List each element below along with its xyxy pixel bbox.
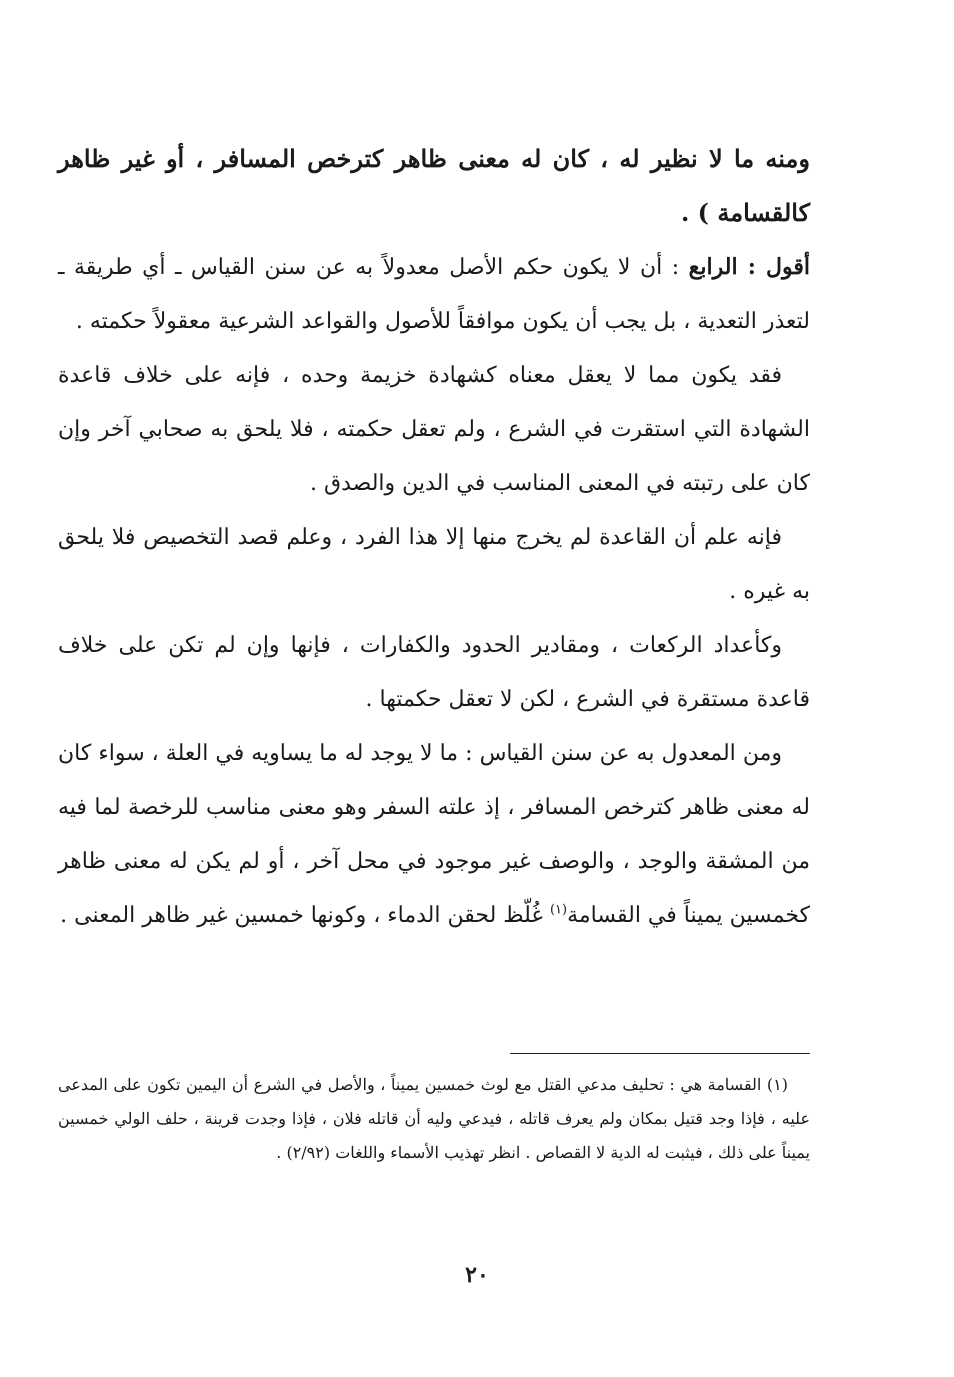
paragraph-rakat: وكأعداد الركعات ، ومقادير الحدود والكفارات ، فإنها وإن لم تكن على خلاف قاعدة مستقرة في الشرع ، لكن لا تعقل حكمتها .	[58, 633, 810, 712]
paragraph-fourth-condition	[58, 240, 810, 349]
page-number: ٢٠	[465, 1262, 489, 1288]
paragraph-body: : أن لا يكون حكم الأصل معدولاً به عن سنن القياس ـ أي طريقة ـ لتعذر التعدية ، بل يجب أن يكون موافقاً للأصول والقواعد الشرعية معقولاً حكمته .	[58, 255, 810, 334]
paragraph-body: ومن المعدول به عن سنن القياس : ما لا يوجد له ما يساويه في العلة ، سواء كان له معنى ظاهر كترخص المسافر ، إذ علته السفر وهو معنى مناسب للرخصة لما فيه من المشقة والوجد ، والوصف غير موجود في محل آخر ، أو لم يكن له معنى ظاهر كخمسين يميناً في القسامة	[58, 741, 810, 928]
paragraph-body-end: غُلّظ لحقن الدماء ، وكونها خمسين غير ظاهر المعنى .	[60, 903, 550, 928]
paragraph-specification: فإنه علم أن القاعدة لم يخرج منها إلا هذا الفرد ، وعلم قصد التخصيص فلا يلحق به غيره .	[58, 525, 810, 604]
paragraph-deviation	[58, 727, 810, 943]
paragraph-quote: ومنه ما لا نظير له ، كان له معنى ظاهر كترخص المسافر ، أو غير ظاهر كالقسامة ) .	[58, 144, 810, 227]
paragraph-lead: أقول : الرابع	[688, 254, 810, 280]
footnote-divider	[510, 1053, 810, 1054]
main-text	[58, 132, 810, 943]
footnote: (١) القسامة هي : تحليف مدعي القتل مع لوث خمسين يميناً ، والأصل في الشرع أن اليمين تكون على المدعى عليه ، فإذا وجد قتيل بمكان ولم يعرف قاتله ، فيدعي وليه أن قاتله فلان ، فإذا وجدت قرينة ، حلف الولي خمسين يميناً على ذلك ، فيثبت له الدية لا القصاص . انظر تهذيب الأسماء واللغات (٢/٩٢) .	[58, 1075, 810, 1162]
footnote-reference[interactable]: (١)	[549, 902, 568, 918]
paragraph-khuzaymah: فقد يكون مما لا يعقل معناه كشهادة خزيمة وحده ، فإنه على خلاف قاعدة الشهادة التي استقرت في الشرع ، ولم تعقل حكمته ، فلا يلحق به صحابي آخر وإن كان على رتبته في المعنى المناسب في الدين والصدق .	[58, 363, 810, 496]
